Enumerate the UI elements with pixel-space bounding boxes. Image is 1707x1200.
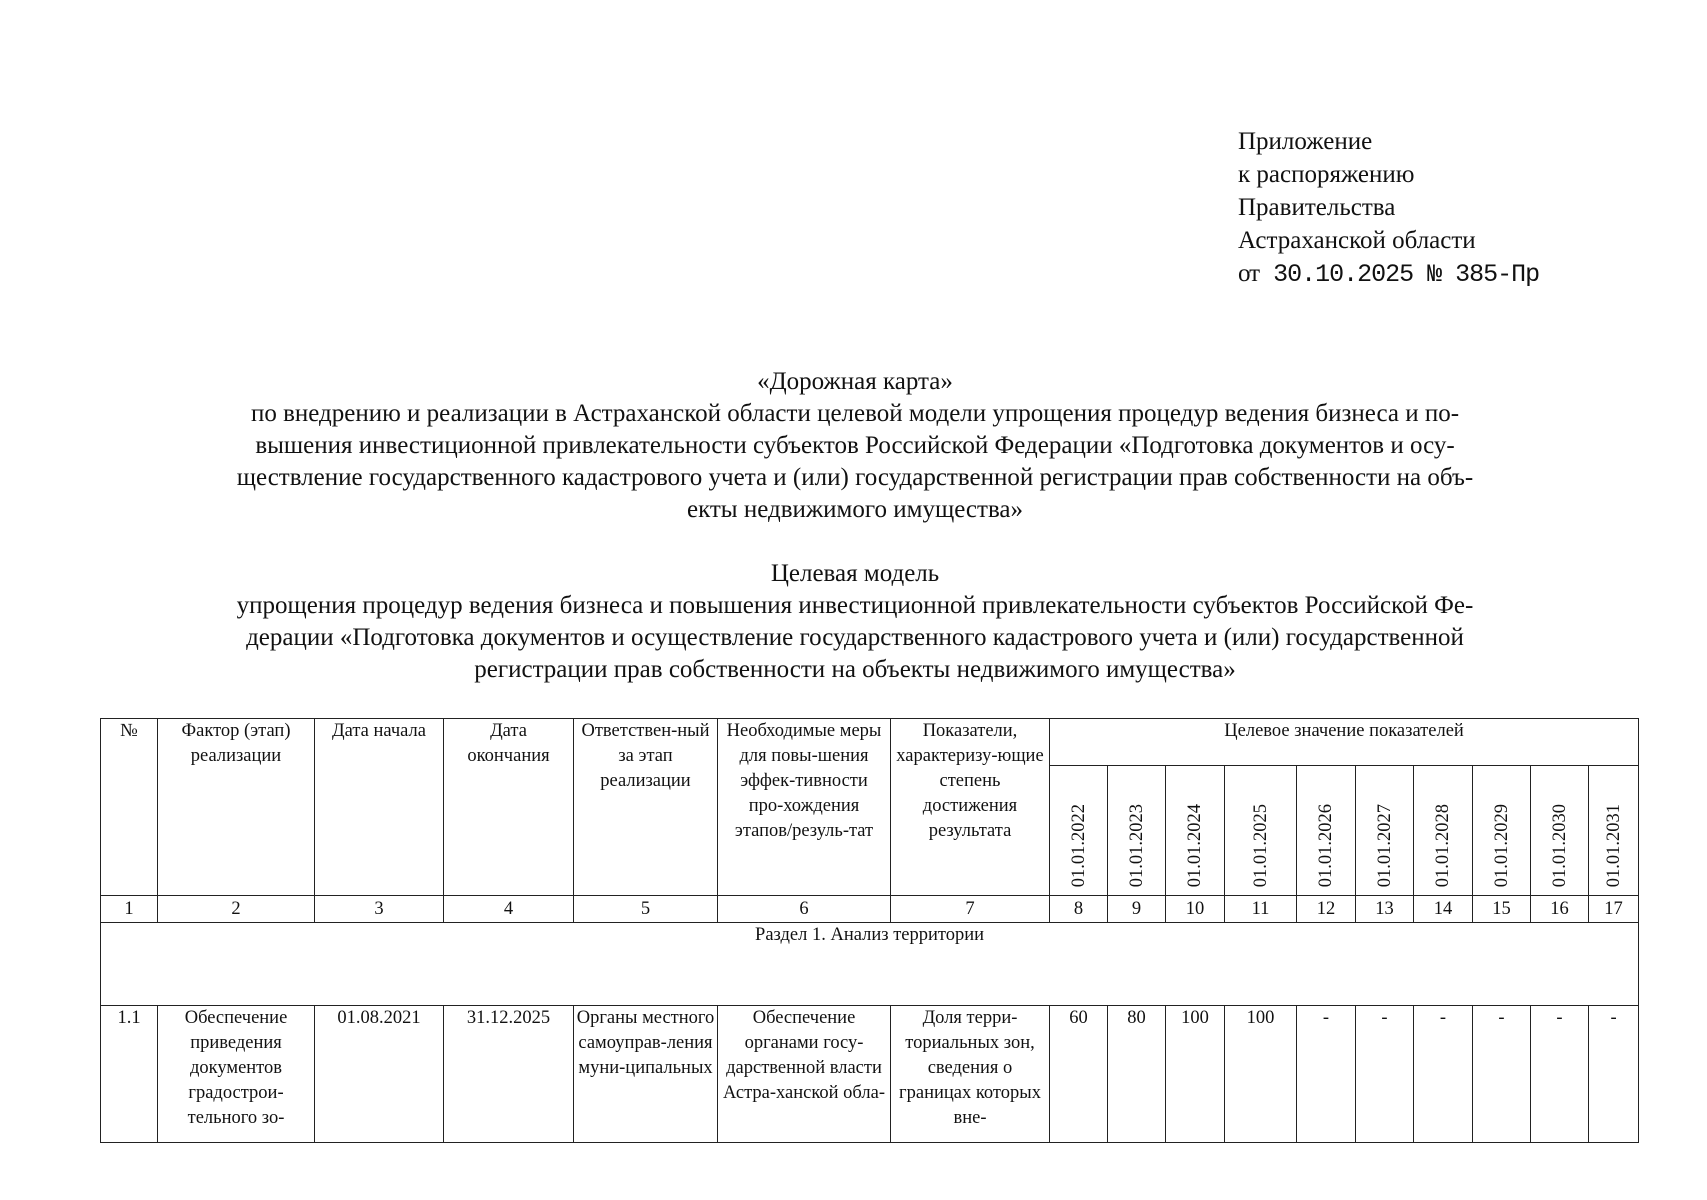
title-line: дерации «Подготовка документов и осуществление государственного кадастрового учета и (или) государственной xyxy=(246,624,1464,651)
section-title: Раздел 1. Анализ территории xyxy=(101,923,1639,1006)
row-end: 31.12.2025 xyxy=(444,1006,574,1143)
column-number: 13 xyxy=(1356,896,1414,923)
header-factor: Фактор (этап) реализации xyxy=(158,719,315,896)
column-number: 17 xyxy=(1589,896,1639,923)
row-responsible: Органы местного самоуправ-ления муни-ципальных xyxy=(574,1006,718,1143)
row-value: - xyxy=(1297,1006,1356,1143)
column-number: 9 xyxy=(1108,896,1166,923)
title-line: упрощения процедур ведения бизнеса и повышения инвестиционной привлекательности субъектов Российской Фе- xyxy=(236,592,1474,619)
row-value: 100 xyxy=(1166,1006,1225,1143)
appendix-line: Правительства xyxy=(1238,194,1396,221)
row-measures: Обеспечение органами госу-дарственной власти Астра-ханской обла- xyxy=(718,1006,891,1143)
target-model-title xyxy=(120,558,1590,686)
year-header: 01.01.2031 xyxy=(1589,766,1639,896)
year-header: 01.01.2023 xyxy=(1108,766,1166,896)
row-value: - xyxy=(1356,1006,1414,1143)
column-number: 3 xyxy=(315,896,444,923)
year-header: 01.01.2029 xyxy=(1473,766,1531,896)
row-num: 1.1 xyxy=(101,1006,158,1143)
header-target-values: Целевое значение показателей xyxy=(1050,719,1639,766)
year-header: 01.01.2025 xyxy=(1225,766,1297,896)
title-line: Целевая модель xyxy=(770,560,940,587)
row-value: 80 xyxy=(1108,1006,1166,1143)
year-header: 01.01.2026 xyxy=(1297,766,1356,896)
column-number: 11 xyxy=(1225,896,1297,923)
title-line: «Дорожная карта» xyxy=(757,368,953,395)
date-stamp: 30.10.2025 № 385-Пр xyxy=(1273,260,1540,289)
column-number: 6 xyxy=(718,896,891,923)
row-value: 100 xyxy=(1225,1006,1297,1143)
row-value: - xyxy=(1531,1006,1589,1143)
row-start: 01.08.2021 xyxy=(315,1006,444,1143)
appendix-line: Астраханской области xyxy=(1238,227,1476,254)
header-end: Дата окончания xyxy=(444,719,574,896)
column-number: 7 xyxy=(891,896,1050,923)
section-row xyxy=(101,923,1639,1006)
appendix-date-line xyxy=(1238,257,1539,291)
row-indicators: Доля терри-ториальных зон, сведения о границах которых вне- xyxy=(891,1006,1050,1143)
column-number: 16 xyxy=(1531,896,1589,923)
date-prefix: от xyxy=(1238,260,1260,287)
row-value: 60 xyxy=(1050,1006,1108,1143)
table-row xyxy=(101,1006,1639,1143)
row-value: - xyxy=(1414,1006,1473,1143)
title-line: по внедрению и реализации в Астраханской области целевой модели упрощения процедур ведения бизнеса и по- xyxy=(250,400,1460,427)
title-line: регистрации прав собственности на объекты недвижимого имущества» xyxy=(474,656,1236,683)
row-factor: Обеспечение приведения документов градострои-тельного зо- xyxy=(158,1006,315,1143)
column-number: 2 xyxy=(158,896,315,923)
title-line: ществление государственного кадастрового учета и (или) государственной регистрации прав собственности на объ- xyxy=(236,464,1474,491)
row-value: - xyxy=(1589,1006,1639,1143)
appendix-line: Приложение xyxy=(1238,128,1373,155)
title-line: екты недвижимого имущества» xyxy=(686,496,1024,523)
column-number: 5 xyxy=(574,896,718,923)
appendix-line: к распоряжению xyxy=(1238,161,1415,188)
year-header: 01.01.2030 xyxy=(1531,766,1589,896)
appendix-block xyxy=(1238,125,1539,291)
roadmap-title xyxy=(120,366,1590,526)
target-model-table xyxy=(100,718,1639,1143)
header-start: Дата начала xyxy=(315,719,444,896)
header-indicators: Показатели, характеризу-ющие степень достижения результата xyxy=(891,719,1050,896)
year-header: 01.01.2028 xyxy=(1414,766,1473,896)
table-header-row xyxy=(101,719,1639,766)
year-header: 01.01.2024 xyxy=(1166,766,1225,896)
header-measures: Необходимые меры для повы-шения эффек-тивности про-хождения этапов/резуль-тат xyxy=(718,719,891,896)
year-header: 01.01.2027 xyxy=(1356,766,1414,896)
header-responsible: Ответствен-ный за этап реализации xyxy=(574,719,718,896)
column-number: 15 xyxy=(1473,896,1531,923)
row-value: - xyxy=(1473,1006,1531,1143)
header-num: № xyxy=(101,719,158,896)
column-number-row xyxy=(101,896,1639,923)
year-header: 01.01.2022 xyxy=(1050,766,1108,896)
title-line: вышения инвестиционной привлекательности субъектов Российской Федерации «Подготовка документов и осу- xyxy=(255,432,1455,459)
column-number: 10 xyxy=(1166,896,1225,923)
column-number: 4 xyxy=(444,896,574,923)
column-number: 1 xyxy=(101,896,158,923)
column-number: 8 xyxy=(1050,896,1108,923)
column-number: 12 xyxy=(1297,896,1356,923)
column-number: 14 xyxy=(1414,896,1473,923)
